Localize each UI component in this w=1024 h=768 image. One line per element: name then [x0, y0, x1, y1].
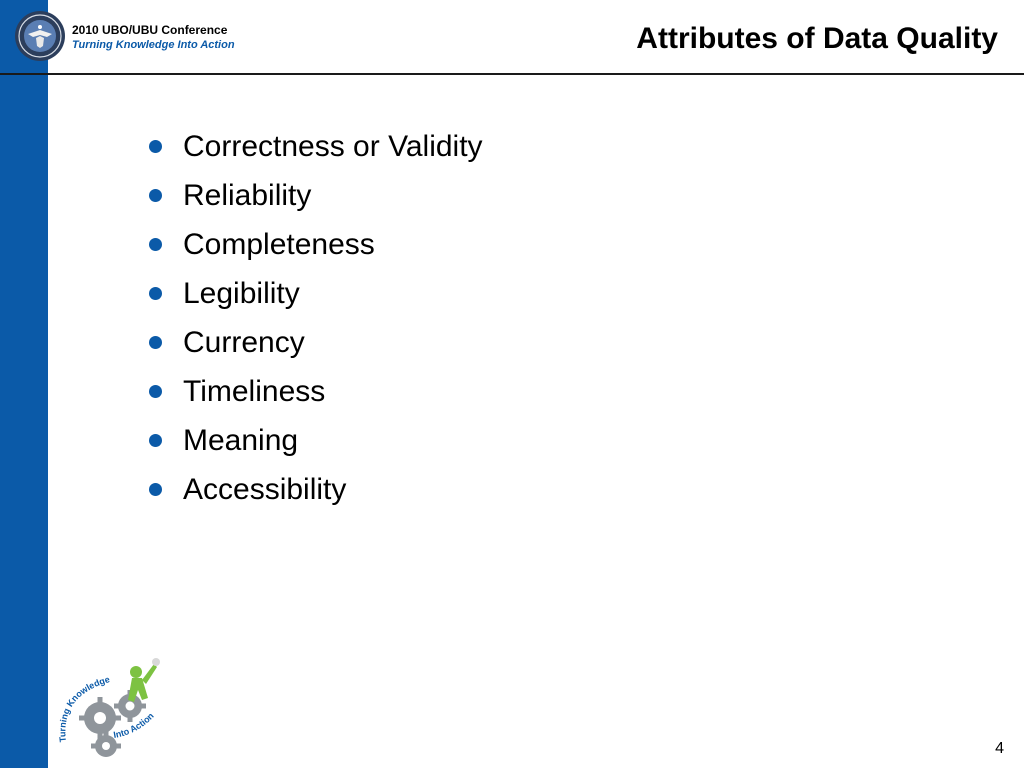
bullet-text: Timeliness — [183, 374, 326, 408]
bullet-item — [148, 367, 483, 416]
bullet-dot-icon — [149, 385, 162, 398]
logo-text-top: Turning Knowledge — [57, 674, 111, 743]
left-accent-band — [0, 0, 48, 768]
bullet-item — [148, 416, 483, 465]
logo-text-bottom: Into Action — [112, 710, 156, 740]
conference-header — [72, 23, 235, 52]
header-divider — [0, 73, 1024, 75]
bullet-item — [148, 465, 483, 514]
bullet-dot-icon — [149, 483, 162, 496]
conference-title: 2010 UBO/UBU Conference — [72, 23, 228, 37]
bullet-text: Reliability — [183, 178, 312, 212]
bullet-text: Correctness or Validity — [183, 129, 483, 163]
bullet-item — [148, 269, 483, 318]
bullet-item — [148, 318, 483, 367]
bullet-dot-icon — [149, 336, 162, 349]
bullet-dot-icon — [149, 238, 162, 251]
bullet-dot-icon — [149, 189, 162, 202]
bullet-item — [148, 220, 483, 269]
conference-tagline: Turning Knowledge Into Action — [72, 39, 235, 51]
bullet-text: Accessibility — [183, 472, 347, 506]
bullet-text: Legibility — [183, 276, 300, 310]
bullet-list — [148, 122, 483, 514]
page-number: 4 — [995, 740, 1004, 757]
bullet-text: Meaning — [183, 423, 299, 457]
bullet-text: Currency — [183, 325, 305, 359]
bullet-dot-icon — [149, 287, 162, 300]
bullet-item — [148, 122, 483, 171]
turning-knowledge-logo-icon — [50, 650, 180, 765]
bullet-dot-icon — [149, 140, 162, 153]
bullet-item — [148, 171, 483, 220]
slide-title: Attributes of Data Quality — [636, 22, 998, 55]
bullet-text: Completeness — [183, 227, 375, 261]
bullet-dot-icon — [149, 434, 162, 447]
department-of-defense-seal-icon — [14, 10, 66, 62]
